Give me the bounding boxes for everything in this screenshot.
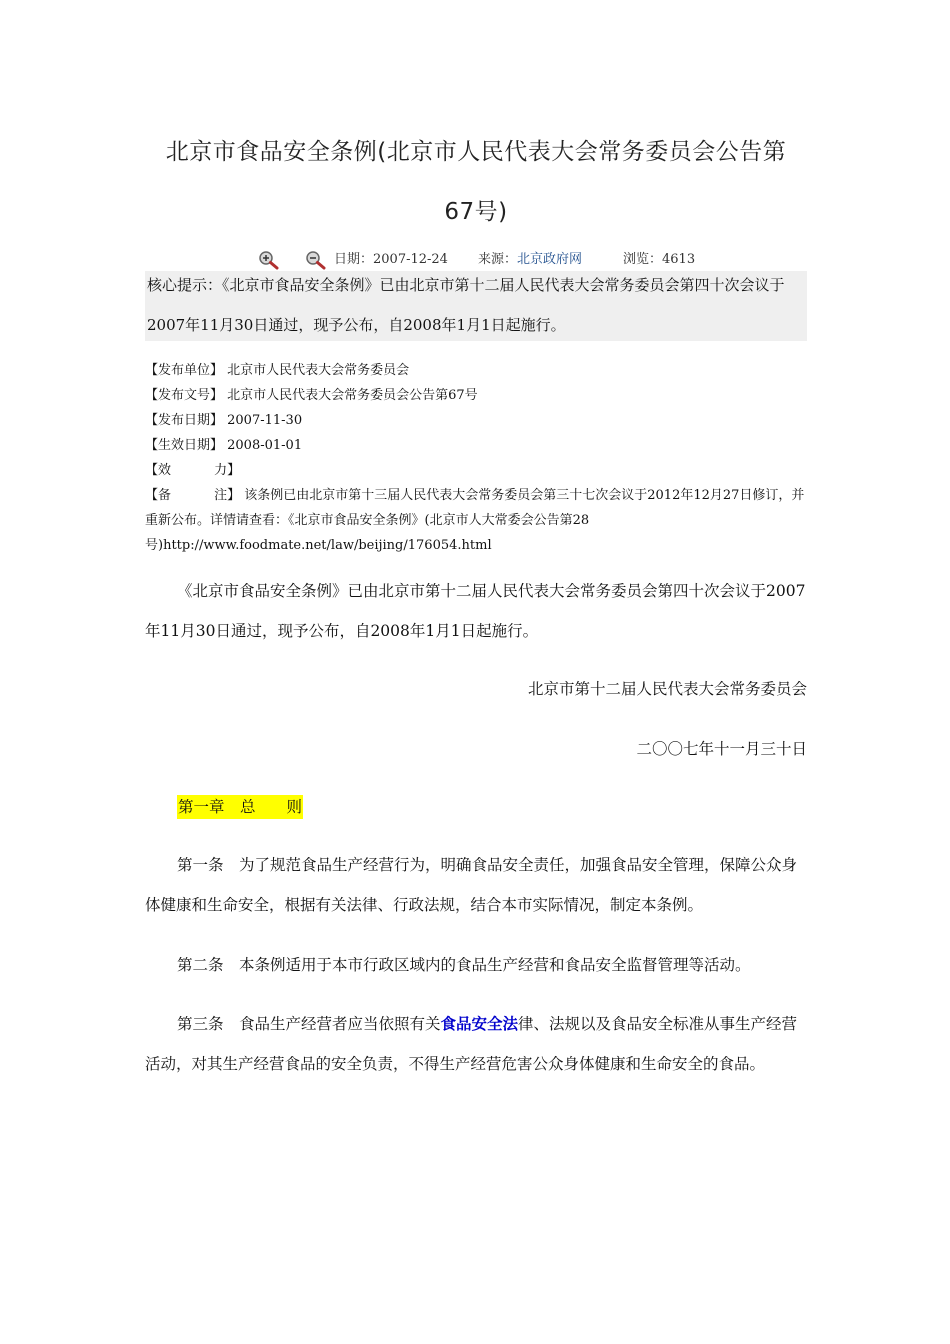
article-3-pre: 第三条 食品生产经营者应当依照有关 — [177, 1015, 441, 1033]
article-3 — [145, 1004, 807, 1084]
intro-paragraph: 《北京市食品安全条例》已由北京市第十二届人民代表大会常务委员会第四十次会议于2007年11月30日通过，现予公布，自2008年1月1日起施行。 — [145, 582, 806, 640]
chapter-heading: 第一章 总 则 — [177, 795, 303, 819]
source-label: 来源： — [478, 252, 518, 267]
signer: 北京市第十二届人民代表大会常务委员会 — [527, 680, 807, 698]
title-line-2: 67号) — [444, 199, 508, 225]
info-doc-number: 【发布文号】 北京市人民代表大会常务委员会公告第67号 — [145, 388, 478, 403]
article-1: 第一条 为了规范食品生产经营行为，明确食品安全责任，加强食品安全管理，保障公众身体健康和生命安全，根据有关法律、行政法规，结合本市实际情况，制定本条例。 — [145, 856, 798, 914]
core-summary-text: 核心提示：《北京市食品安全条例》已由北京市第十二届人民代表大会常务委员会第四十次会议于2007年11月30日通过，现予公布，自2008年1月1日起施行。 — [147, 276, 785, 334]
article-title — [145, 122, 807, 242]
info-note: 【备 注】 该条例已由北京市第十三届人民代表大会常务委员会第三十七次会议于2012年12月27日修订，并重新公布。详情请查看：《北京市食品安全条例》(北京市人大常委会公告第28号)http://www.foodmate.net/law/beijing/176054.html — [145, 488, 805, 553]
info-block — [145, 358, 807, 558]
info-publisher: 【发布单位】 北京市人民代表大会常务委员会 — [145, 363, 410, 378]
sign-date: 二〇〇七年十一月三十日 — [636, 740, 807, 758]
source-link[interactable]: 北京政府网 — [517, 252, 583, 267]
publish-date: 日期：2007-12-24 — [334, 252, 448, 267]
view-count: 浏览：4613 — [623, 252, 696, 267]
core-summary-box — [145, 271, 807, 341]
info-effective-date: 【生效日期】 2008-01-01 — [145, 438, 303, 453]
food-safety-law-link[interactable]: 食品安全法 — [440, 1015, 519, 1033]
article-2: 第二条 本条例适用于本市行政区域内的食品生产经营和食品安全监督管理等活动。 — [177, 956, 751, 974]
info-validity: 【效 力】 — [145, 463, 241, 478]
title-line-1: 北京市食品安全条例(北京市人民代表大会常务委员会公告第 — [165, 139, 787, 165]
article-3-post: 律、法规以及食品安全标准从事生产经营活动，对其生产经营食品的安全负责，不得生产经营危害公众身体健康和生命安全的食品。 — [145, 1015, 798, 1073]
info-publish-date: 【发布日期】 2007-11-30 — [145, 413, 303, 428]
